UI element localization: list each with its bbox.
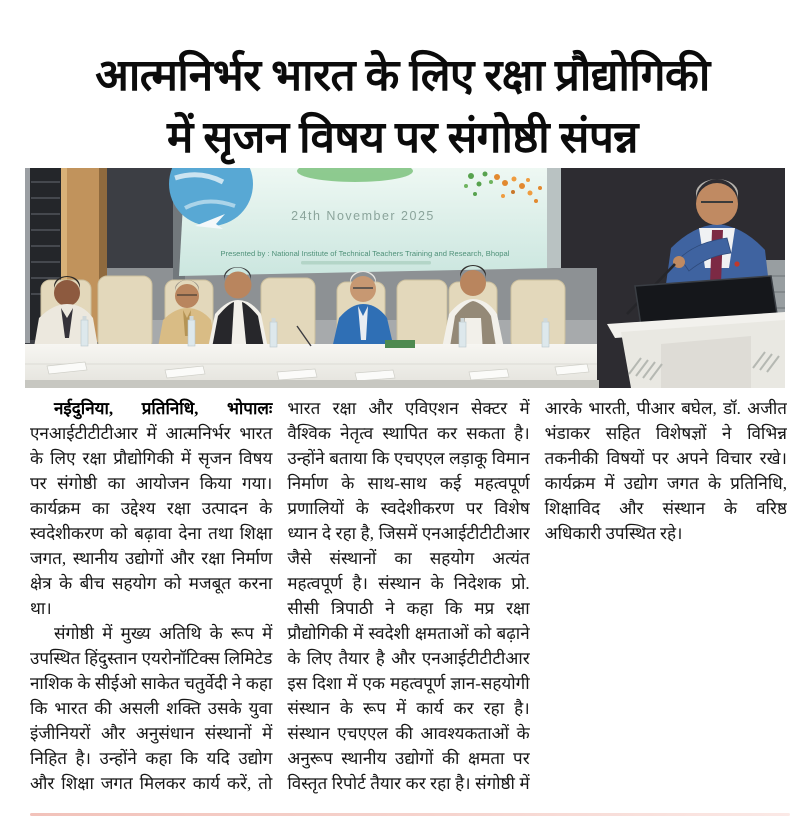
green-folder bbox=[385, 340, 415, 348]
screen-presented-by-text: Presented by : National Institute of Technical Teachers Training and Research, Bhopal bbox=[220, 249, 510, 258]
left-edge-trim bbox=[25, 168, 30, 343]
headline-line-1: आत्मनिर्भर भारत के लिए रक्षा प्रौद्योगिकी bbox=[95, 51, 710, 101]
projection-screen bbox=[169, 168, 561, 280]
lapel-badge bbox=[734, 261, 739, 266]
headline bbox=[0, 45, 805, 169]
screen-subtext-blur bbox=[301, 261, 431, 265]
photo-scene bbox=[25, 168, 785, 388]
screen-date-text: 24th November 2025 bbox=[291, 209, 435, 223]
speaker-hand bbox=[673, 256, 685, 268]
article-photo bbox=[25, 168, 785, 388]
paragraph-2: संगोष्ठी में मुख्य अतिथि के रूप में उपस्थित हिंदुस्तान एयरोनॉटिक्स लिमिटेड नाशिक के सीईओ साकेत चतुर्वेदी ने कहा कि भारत की असली शक्ति उसके युवा इंजीनियरों और अनुसंधान संस्थानों में निहित है। उन्होंने कहा कि यदि उद्योग और शिक्षा जगत मिलकर कार्य करें, तो भारत रक्षा और एविएशन सेक्टर में वैश्विक नेतृत्व स्थापित कर सकता है। उन्होंने बताया कि एचएएल लड़ाकू विमान निर्माण के साथ-साथ कई महत्वपूर्ण प्रणालियों के स्वदेशीकरण पर विशेष ध्यान दे रहा है, जिसमें एनआईटीटीटीआर जैसे संस्थानों का सहयोग अत्यंत महत्वपूर्ण है। संस्थान के निदेशक प्रो. सीसी त्रिपाठी ने कहा कि मप्र रक्षा प्रौद्योगिकी में स्वदेशी क्षमताओं को बढ़ाने के लिए तैयार है और एनआईटीटीटीआर इस दिशा में एक महत्वपूर्ण ज्ञान-सहयोगी संस्थान के रूप में कार्य कर रहा है। संस्थान एचएएल की आवश्यकताओं के अनुरूप स्थानीय उद्योगों की क्षमता पर विस्तृत रिपोर्ट तैयार कर रहा है। संगोष्ठी में आरके भारती, पीआर बघेल, डॉ. अजीत भंडाकर सहित विशेषज्ञों ने विभिन्न तकनीकी विषयों पर अपने विचार रखे। कार्यक्रम में उद्योग जगत के प्रतिनिधि, शिक्षाविद और संस्थान के वरिष्ठ अधिकारी उपस्थित रहे। bbox=[30, 399, 787, 793]
clipping-edge-artifact bbox=[30, 813, 790, 816]
paragraph-1 bbox=[30, 396, 272, 621]
paragraph-1-text: एनआईटीटीटीआर में आत्मनिर्भर भारत के लिए रक्षा प्रौद्योगिकी में सृजन विषय पर संगोष्ठी का आयोजन किया गया। कार्यक्रम का उद्देश्य रक्षा उत्पादन के स्वदेशीकरण को बढ़ावा देना तथा शिक्षा जगत, स्थानीय उद्योगों और रक्षा निर्माण क्षेत्र के बीच सहयोग को मजबूत करना था। bbox=[30, 424, 273, 618]
article-body bbox=[30, 396, 787, 804]
photo-bottom-strip bbox=[25, 380, 599, 388]
dateline: नईदुनिया, प्रतिनिधि, भोपालः bbox=[54, 399, 273, 418]
headline-line-2: में सृजन विषय पर संगोष्ठी संपन्न bbox=[167, 113, 638, 163]
